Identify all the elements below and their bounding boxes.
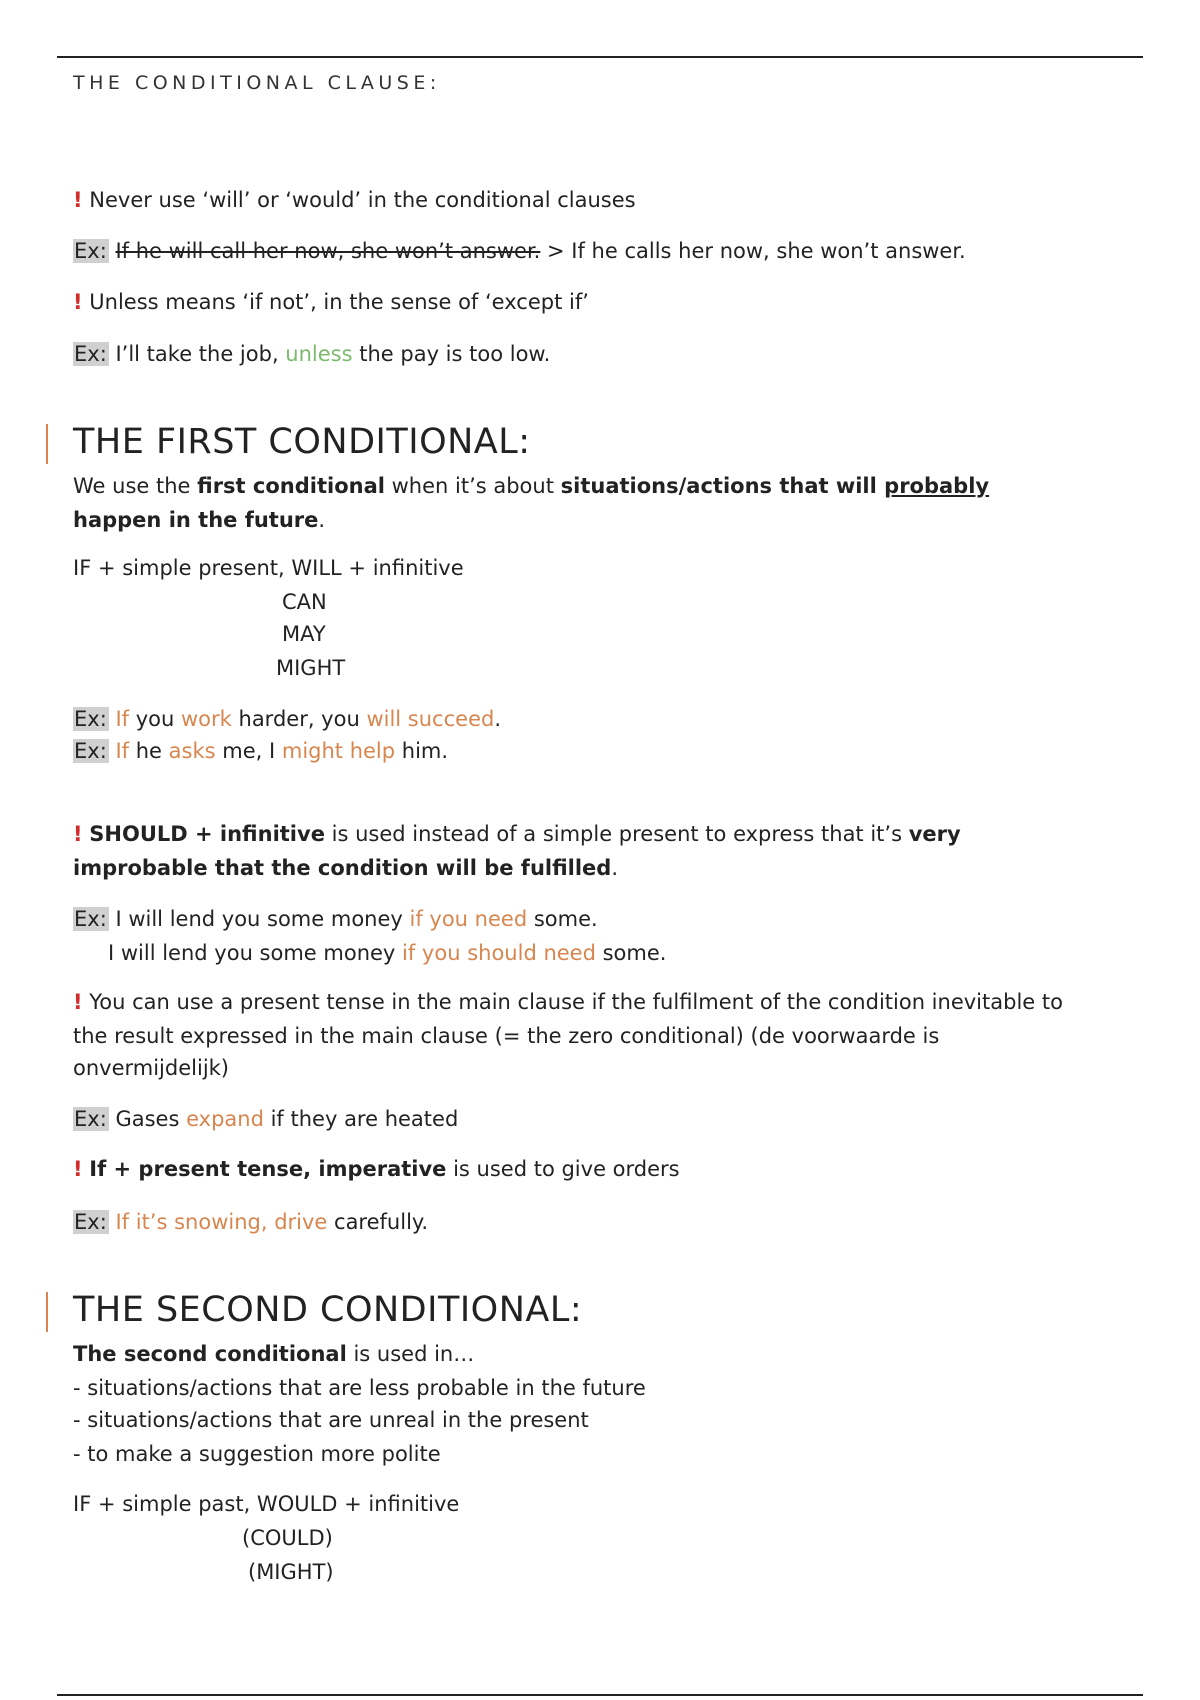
- first-conditional-title: THE FIRST CONDITIONAL:: [73, 422, 531, 462]
- rule-bold: If + present tense, imperative: [89, 1157, 447, 1181]
- example-label: Ex:: [74, 1210, 107, 1234]
- section-bar: [46, 1292, 48, 1332]
- intro-bold: The second conditional: [73, 1342, 347, 1366]
- example-text: the pay is too low.: [352, 342, 551, 366]
- example-text: some.: [527, 907, 598, 931]
- modal-may: MAY: [282, 622, 326, 646]
- example-text: if they are heated: [263, 1107, 459, 1131]
- highlight: if you need: [409, 907, 528, 931]
- example-label: Ex:: [74, 707, 107, 731]
- desc-bold: situations/actions that will: [560, 474, 885, 498]
- right-sentence: > If he calls her now, she won’t answer.: [540, 239, 966, 263]
- first-example-2: [73, 737, 448, 765]
- example-text: .: [494, 707, 502, 731]
- second-bullet-1: - situations/actions that are less probable in the future: [73, 1376, 646, 1400]
- rule-text: Unless means ‘if not’, in the sense of ‘except if’: [89, 290, 589, 314]
- bottom-rule: [57, 1694, 1143, 1696]
- should-rule-line1: [73, 820, 961, 848]
- modal-might-second: (MIGHT): [248, 1560, 334, 1584]
- example-text: some.: [595, 941, 667, 965]
- second-bullet-2: - situations/actions that are unreal in the present: [73, 1408, 589, 1432]
- example-text: him.: [395, 739, 449, 763]
- rule-never-will: [73, 186, 636, 214]
- rule-bold: very: [908, 822, 961, 846]
- wrong-sentence: If he will call her now, she won’t answer.: [115, 239, 541, 263]
- rule-text: You can use a present tense in the main clause if the fulfilment of the condition inevitable to: [89, 990, 1063, 1014]
- rule-unless: [73, 288, 589, 316]
- intro-text: is used in…: [346, 1342, 475, 1366]
- example-text: I will lend you some money: [115, 907, 410, 931]
- example-label: Ex:: [74, 907, 107, 931]
- highlight: expand: [186, 1107, 264, 1131]
- should-rule-line2: [73, 854, 618, 882]
- example-text: you: [129, 707, 181, 731]
- highlight: If: [115, 707, 130, 731]
- rule-text: is used to give orders: [446, 1157, 680, 1181]
- example-label: Ex:: [74, 1107, 107, 1131]
- should-example-2: [108, 939, 666, 967]
- highlight: If: [115, 739, 130, 763]
- second-formula: IF + simple past, WOULD + infinitive: [73, 1492, 460, 1516]
- warning-mark: !: [73, 1157, 83, 1181]
- present-rule-line1: [73, 988, 1063, 1016]
- first-desc-line2: [73, 506, 325, 534]
- desc-text: when it’s about: [384, 474, 561, 498]
- first-formula: IF + simple present, WILL + infinitive: [73, 556, 464, 580]
- example-label: Ex:: [74, 239, 107, 263]
- example-will: [73, 237, 966, 265]
- desc-bold: first conditional: [197, 474, 385, 498]
- rule-bold: SHOULD + infinitive: [89, 822, 325, 846]
- modal-could: (COULD): [242, 1526, 333, 1550]
- desc-text: .: [318, 508, 326, 532]
- imperative-rule: [73, 1155, 680, 1183]
- top-rule: [57, 56, 1143, 58]
- imperative-example: [73, 1208, 428, 1236]
- desc-text: We use the: [73, 474, 198, 498]
- first-example-1: [73, 705, 501, 733]
- section-bar: [46, 424, 48, 464]
- desc-bold: happen in the future: [73, 508, 319, 532]
- highlight: work: [181, 707, 232, 731]
- present-rule-line3: onvermijdelijk): [73, 1056, 230, 1080]
- example-text: I will lend you some money: [108, 941, 403, 965]
- warning-mark: !: [73, 822, 83, 846]
- example-text: me, I: [215, 739, 282, 763]
- warning-mark: !: [73, 290, 83, 314]
- example-text: he: [129, 739, 169, 763]
- example-label: Ex:: [74, 739, 107, 763]
- second-intro: [73, 1340, 474, 1368]
- example-text: Gases: [115, 1107, 187, 1131]
- second-conditional-title: THE SECOND CONDITIONAL:: [73, 1290, 583, 1330]
- page-header: THE CONDITIONAL CLAUSE:: [73, 72, 441, 94]
- rule-text: .: [611, 856, 619, 880]
- warning-mark: !: [73, 990, 83, 1014]
- example-text: I’ll take the job,: [115, 342, 286, 366]
- present-rule-line2: the result expressed in the main clause (= the zero conditional) (de voorwaarde is: [73, 1024, 940, 1048]
- highlight: if you should need: [402, 941, 596, 965]
- highlight-unless: unless: [285, 342, 353, 366]
- highlight: might help: [281, 739, 396, 763]
- present-example: [73, 1105, 458, 1133]
- highlight: will succeed: [366, 707, 495, 731]
- highlight: asks: [168, 739, 216, 763]
- should-example-1: [73, 905, 598, 933]
- example-text: carefully.: [327, 1210, 429, 1234]
- rule-text: is used instead of a simple present to express that it’s: [324, 822, 909, 846]
- example-unless: [73, 340, 550, 368]
- modal-can: CAN: [282, 590, 327, 614]
- rule-text: Never use ‘will’ or ‘would’ in the conditional clauses: [89, 188, 636, 212]
- example-label: Ex:: [74, 342, 107, 366]
- second-bullet-3: - to make a suggestion more polite: [73, 1442, 441, 1466]
- desc-underline: probably: [884, 474, 990, 498]
- modal-might: MIGHT: [276, 656, 346, 680]
- first-desc-line1: [73, 472, 989, 500]
- warning-mark: !: [73, 188, 83, 212]
- rule-bold: improbable that the condition will be fulfilled: [73, 856, 612, 880]
- example-text: harder, you: [231, 707, 367, 731]
- highlight: If it’s snowing, drive: [115, 1210, 328, 1234]
